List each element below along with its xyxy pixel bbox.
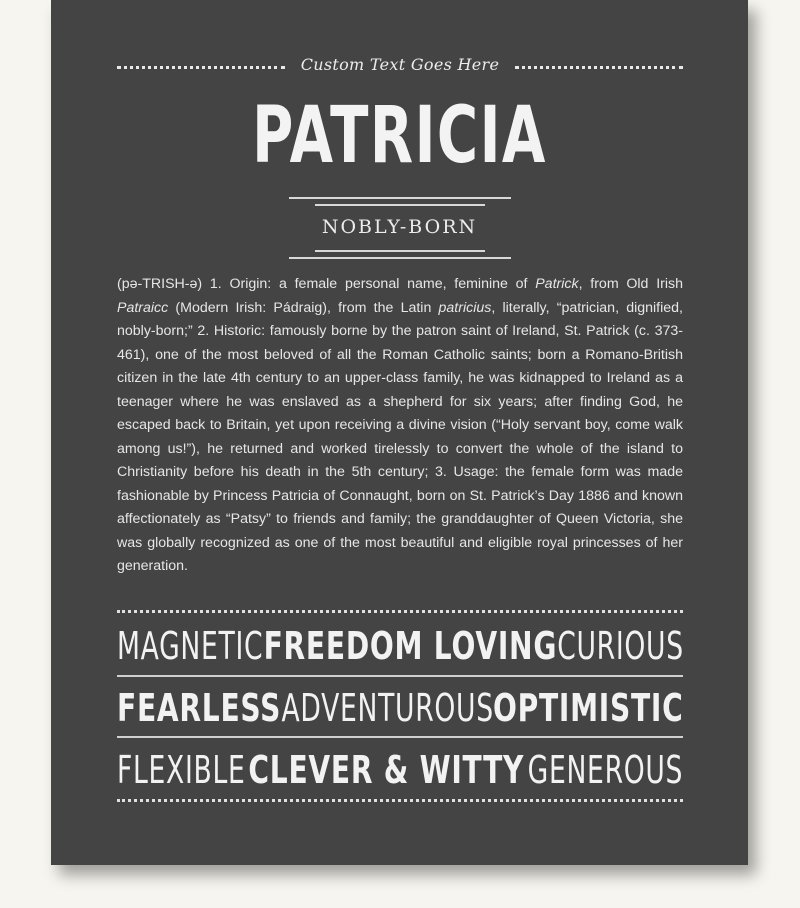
meaning-underline-bottom [289,257,511,259]
trait: MAGNETIC [117,624,264,668]
trait: CLEVER & WITTY [248,748,525,792]
name-title: PATRICIA [252,91,547,181]
definition-text: , literally, “patrician, dignified, nobly-born;” 2. Historic: famously borne by the patron saint of Ireland, St. Patrick (c. 373-461), one of the most beloved of all the Roman Catholic saints; born a Romano-British citizen in the late 4th century to an upper-class family, he was kidnapped to Ireland as a teenager where he was enslaved as a shepherd for six years; after finding God, he escaped back to Britain, yet upon receiving a divine vision (“Holy servant boy, come walk among us!”), he returned and worked tirelessly to convert the whole of the island to Christianity before his death in the 5th century; 3. Usage: the female form was made fashionable by Princess Patricia of Connaught, born on St. Patrick’s Day 1886 and known affectionately as “Patsy” to friends and family; the granddaughter of Queen Victoria, she was globally recognized as one of the most beautiful and eligible royal princesses of her generation. [117,299,683,574]
name-definition [117,273,683,579]
trait: OPTIMISTIC [492,686,684,730]
trait: ADVENTUROUS [281,686,494,730]
custom-text-row [117,52,683,82]
traits-divider [117,736,683,738]
definition-text: , from Old Irish [578,276,683,292]
trait: GENEROUS [527,748,683,792]
definition-italic: Patraicc [117,299,169,316]
trait: FLEXIBLE [117,748,246,792]
traits-row-3 [117,746,683,794]
traits-bottom-divider [117,799,683,802]
meaning-underline-top [315,250,485,252]
trait: CURIOUS [557,624,684,668]
traits-row-1 [117,622,683,670]
definition-italic: patricius [438,299,492,316]
traits-divider [117,675,683,677]
traits-top-divider [117,610,683,613]
name-meaning: NOBLY-BORN [321,216,478,238]
name-poster [51,0,748,865]
traits-row-2 [117,684,683,732]
definition-text: (Modern Irish: Pádraig), from the Latin [168,299,439,316]
name-underline-top [289,197,511,199]
definition-italic: Patrick [535,276,579,292]
pronunciation: (pə-TRISH-ə) [117,276,203,292]
definition-text: 1. Origin: a female personal name, feminine of [209,276,536,292]
trait: FEARLESS [117,686,282,730]
custom-text: Custom Text Goes Here [300,55,500,74]
name-underline-bottom [315,204,485,206]
trait: FREEDOM LOVING [263,624,557,668]
